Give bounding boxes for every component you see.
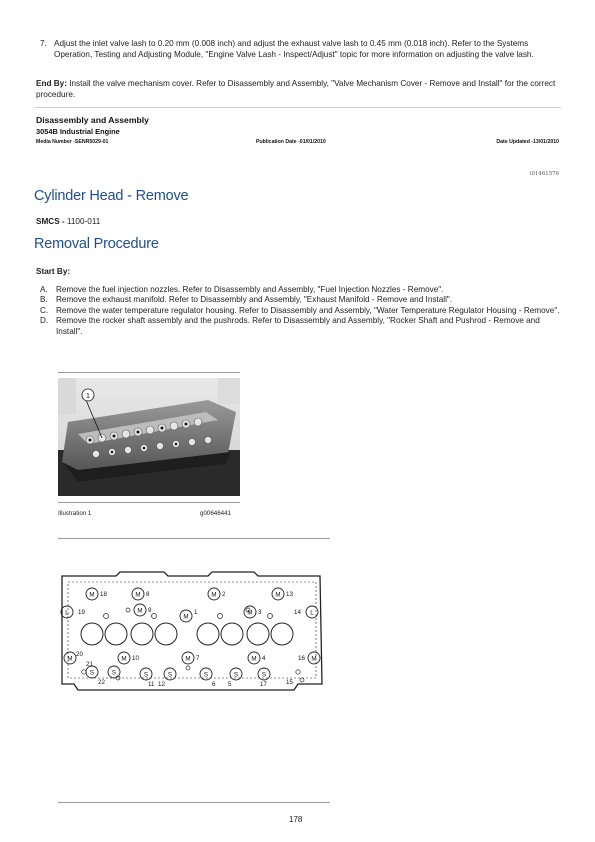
svg-text:S: S bbox=[111, 669, 117, 677]
svg-text:2: 2 bbox=[222, 591, 226, 598]
svg-text:13: 13 bbox=[286, 591, 293, 598]
svg-text:16: 16 bbox=[298, 655, 305, 662]
svg-text:3: 3 bbox=[258, 609, 262, 616]
svg-text:1: 1 bbox=[194, 609, 198, 616]
doc-title: Disassembly and Assembly bbox=[36, 115, 149, 125]
svg-text:M: M bbox=[211, 591, 217, 599]
svg-text:21: 21 bbox=[86, 661, 93, 668]
step-text: Remove the fuel injection nozzles. Refer to Disassembly and Assembly, "Fuel Injection Nozzles - Remove". bbox=[56, 285, 444, 294]
list-item bbox=[40, 306, 560, 316]
step-letter: D. bbox=[40, 316, 49, 326]
publication-date: Publication Date -01/01/2010 bbox=[256, 139, 326, 145]
list-item bbox=[40, 295, 560, 305]
start-by-label: Start By: bbox=[36, 267, 71, 276]
step-text: Remove the exhaust manifold. Refer to Disassembly and Assembly, "Exhaust Manifold - Remove and Install". bbox=[56, 295, 453, 305]
list-item bbox=[40, 285, 560, 295]
callout-label: 1 bbox=[86, 393, 90, 400]
procedure-title: Removal Procedure bbox=[34, 236, 159, 252]
svg-text:22: 22 bbox=[98, 679, 105, 686]
step-text: Remove the rocker shaft assembly and the pushrods. Refer to Disassembly and Assembly, "Rocker Shaft and Pushrod - Remove and Install". bbox=[56, 316, 540, 336]
svg-text:S: S bbox=[167, 671, 173, 679]
step-letter: C. bbox=[40, 305, 49, 315]
engine-photo bbox=[58, 378, 240, 496]
svg-text:19: 19 bbox=[78, 609, 85, 616]
svg-text:S: S bbox=[233, 671, 239, 679]
step-text: Adjust the inlet valve lash to 0.20 mm (0.008 inch) and adjust the exhaust valve lash to 0.45 mm (0.018 inch). Refer to the Systems Operation, Testing and Adjusting Module, "Engine Valve Lash - Inspect/Adjust" topic for more information on adjusting the valve lash. bbox=[54, 39, 534, 59]
svg-text:5: 5 bbox=[228, 681, 232, 688]
smcs-value: 1100-011 bbox=[66, 217, 101, 226]
svg-text:12: 12 bbox=[158, 681, 165, 688]
diagram-top-rule bbox=[58, 538, 330, 539]
svg-text:M: M bbox=[311, 655, 317, 663]
smcs-code bbox=[36, 217, 100, 226]
step-text: Remove the water temperature regulator housing. Refer to Disassembly and Assembly, "Water Temperature Regulator Housing - Remove". bbox=[56, 305, 560, 315]
illustration-label: Illustration 1 bbox=[58, 510, 92, 517]
list-item bbox=[40, 316, 560, 337]
svg-text:M: M bbox=[185, 655, 191, 663]
illustration-top-rule bbox=[58, 372, 240, 373]
svg-text:11: 11 bbox=[148, 681, 155, 688]
svg-text:M: M bbox=[121, 655, 127, 663]
svg-text:9: 9 bbox=[148, 607, 152, 614]
end-by-label: End By: bbox=[36, 79, 67, 88]
bolt-sequence-diagram bbox=[58, 568, 326, 692]
svg-text:6: 6 bbox=[212, 681, 216, 688]
svg-text:15: 15 bbox=[286, 679, 293, 686]
smcs-label: SMCS - bbox=[36, 217, 67, 226]
step-list bbox=[40, 285, 560, 337]
date-updated: Date Updated -13/01/2010 bbox=[496, 139, 559, 145]
media-number: Media Number -SENR5029-01 bbox=[36, 139, 109, 145]
svg-text:M: M bbox=[135, 591, 141, 599]
svg-text:L: L bbox=[310, 609, 314, 617]
svg-text:M: M bbox=[247, 609, 253, 617]
svg-text:S: S bbox=[143, 671, 149, 679]
doc-subtitle: 3054B Industrial Engine bbox=[36, 127, 120, 136]
divider bbox=[34, 107, 561, 108]
step-letter: B. bbox=[40, 295, 48, 305]
svg-text:S: S bbox=[89, 669, 95, 677]
svg-text:S: S bbox=[261, 671, 267, 679]
svg-text:8: 8 bbox=[146, 591, 150, 598]
svg-text:7: 7 bbox=[196, 655, 200, 662]
svg-text:M: M bbox=[89, 591, 95, 599]
illustration-code: g00646441 bbox=[200, 510, 231, 517]
end-by bbox=[36, 79, 561, 100]
svg-text:10: 10 bbox=[132, 655, 139, 662]
svg-text:18: 18 bbox=[100, 591, 107, 598]
illustration-bottom-rule bbox=[58, 502, 240, 503]
end-by-text: Install the valve mechanism cover. Refer to Disassembly and Assembly, "Valve Mechanism Cover - Remove and Install" for the correct procedure. bbox=[36, 79, 556, 99]
svg-text:20: 20 bbox=[76, 651, 83, 658]
svg-text:M: M bbox=[183, 613, 189, 621]
svg-text:14: 14 bbox=[294, 609, 301, 616]
step-letter: A. bbox=[40, 285, 48, 294]
svg-text:L: L bbox=[65, 609, 69, 617]
section-title: Cylinder Head - Remove bbox=[34, 188, 189, 204]
svg-text:M: M bbox=[67, 655, 73, 663]
step-number: 7. bbox=[40, 39, 47, 48]
svg-text:M: M bbox=[137, 607, 143, 615]
svg-text:S: S bbox=[203, 671, 209, 679]
svg-text:M: M bbox=[275, 591, 281, 599]
svg-text:M: M bbox=[251, 655, 257, 663]
diagram-bottom-rule bbox=[58, 802, 330, 803]
page-number: 178 bbox=[289, 815, 303, 824]
svg-text:4: 4 bbox=[262, 655, 266, 662]
svg-text:17: 17 bbox=[260, 681, 267, 688]
reference-id: i01461576 bbox=[529, 171, 559, 177]
